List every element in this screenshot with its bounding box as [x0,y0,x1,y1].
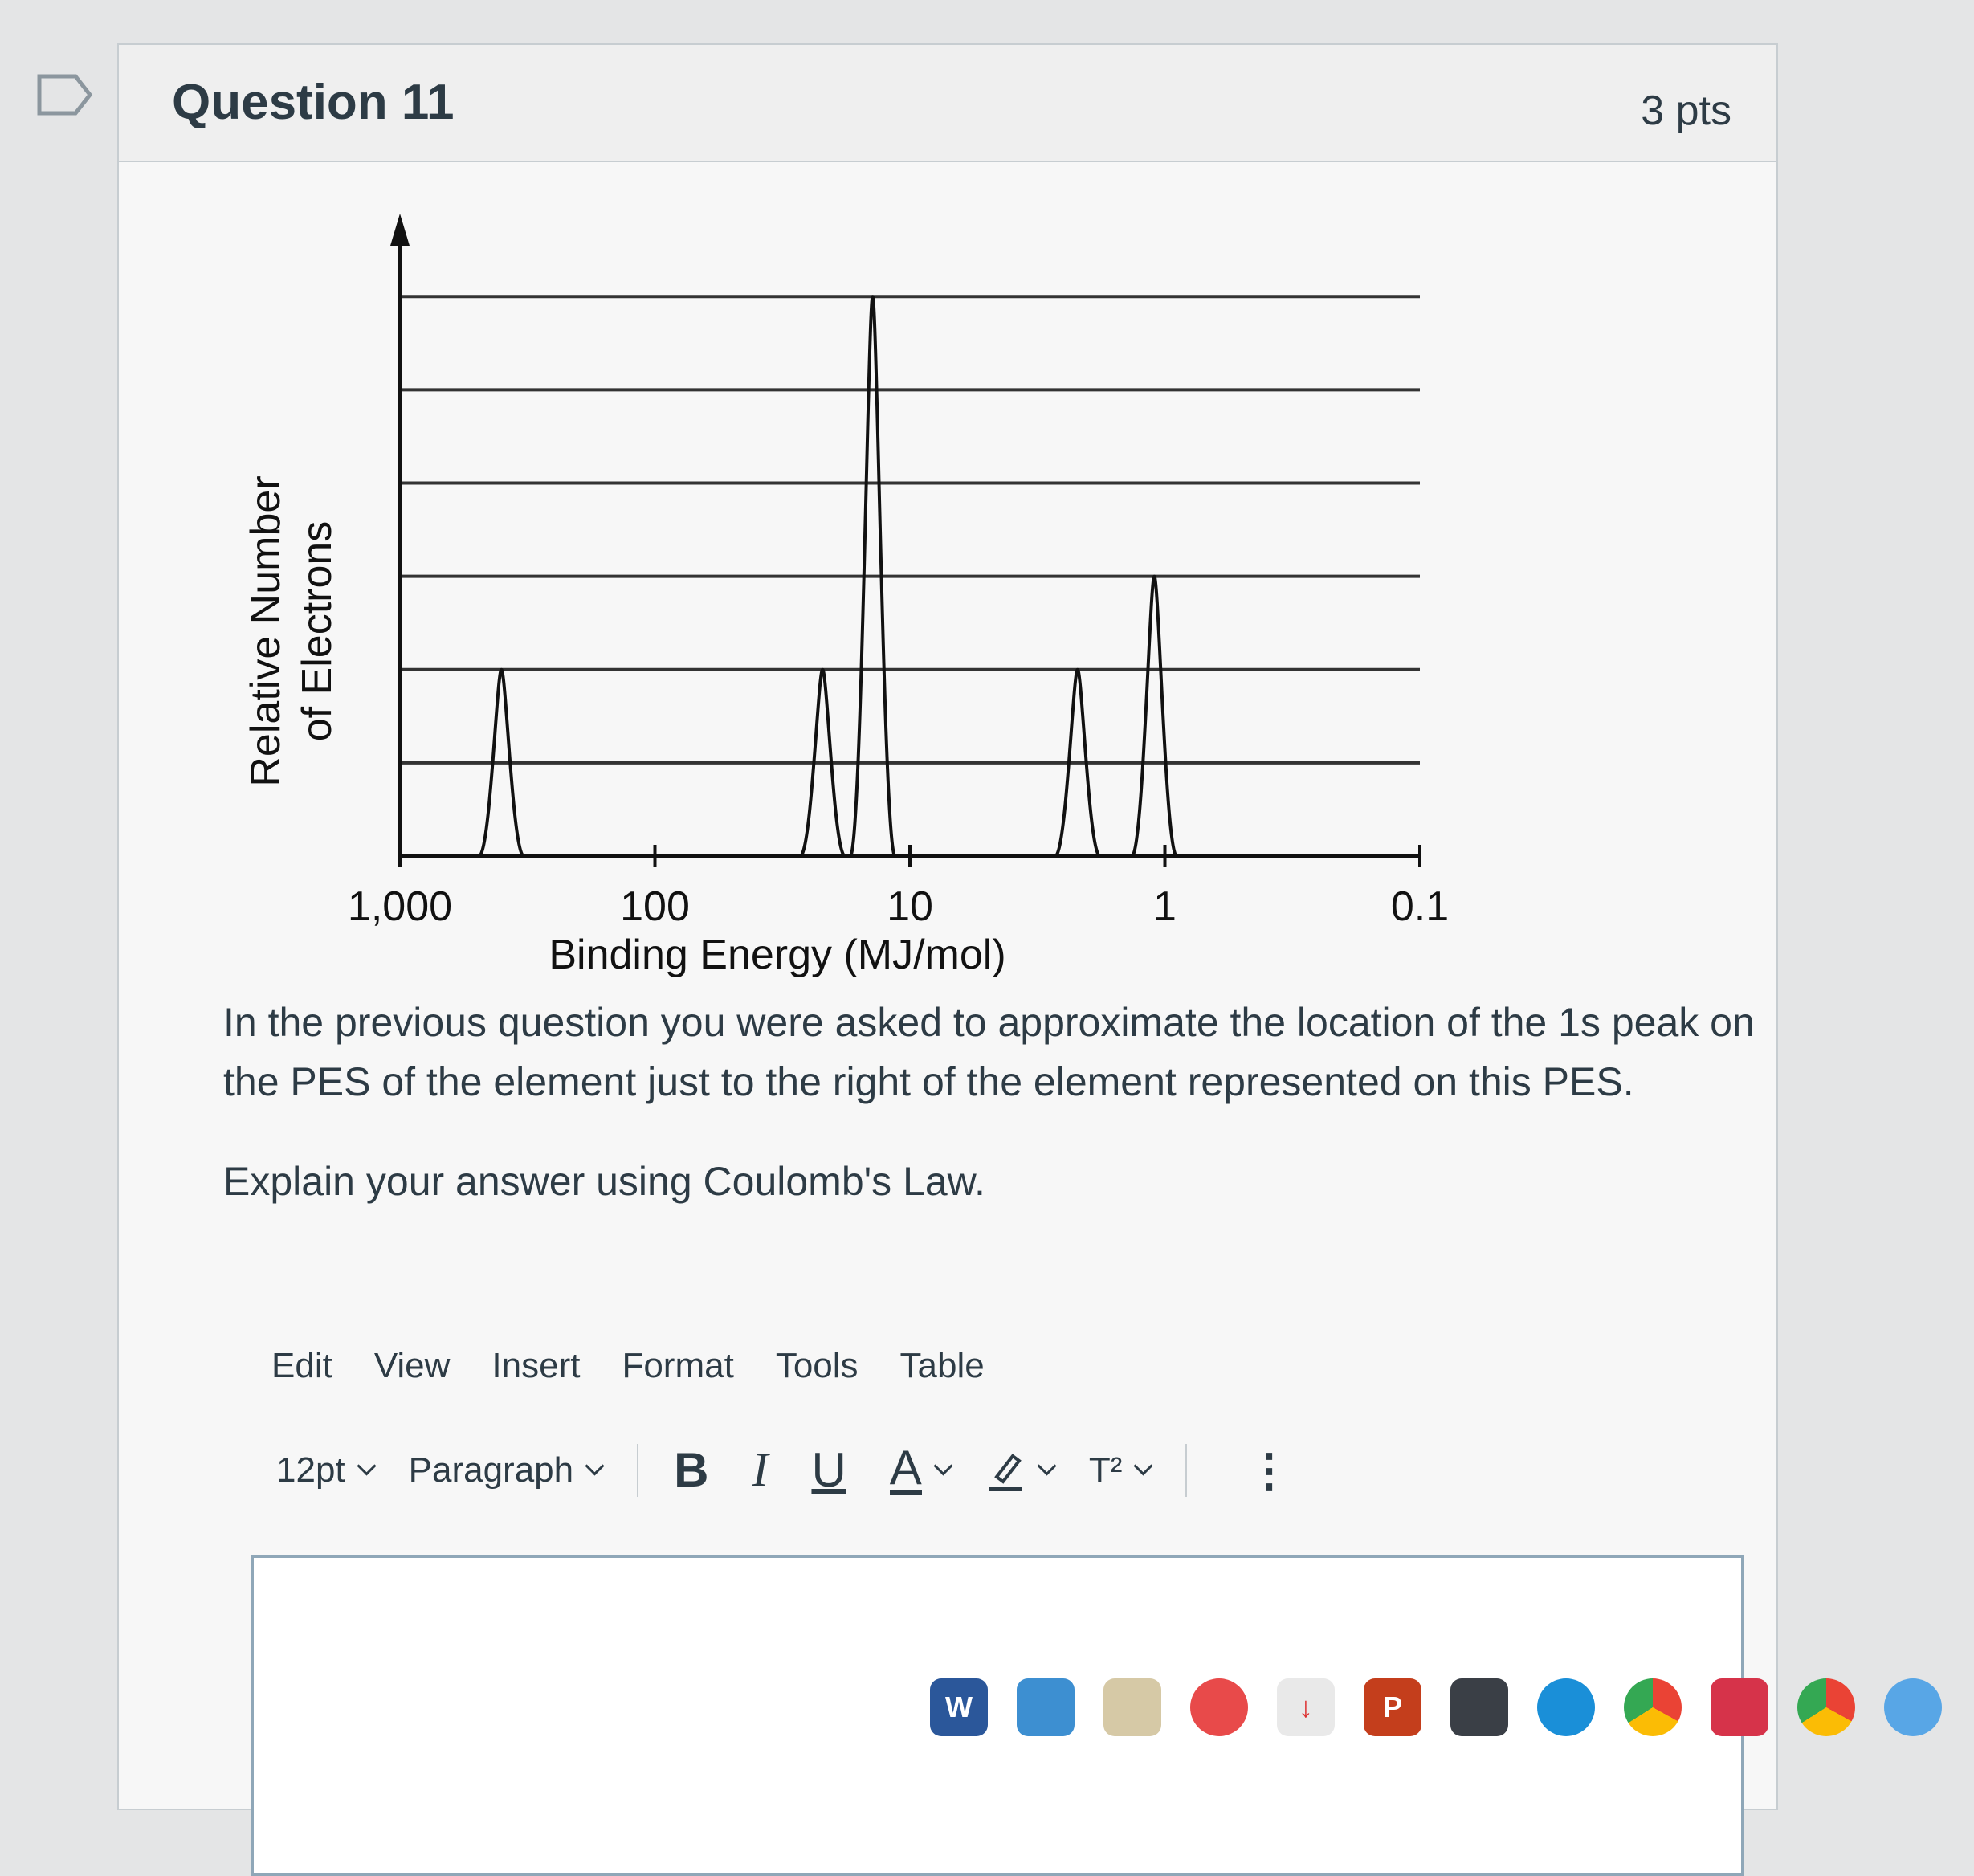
underline-button[interactable]: U [811,1443,846,1497]
menu-view[interactable]: View [373,1346,451,1385]
menu-format[interactable]: Format [622,1346,734,1385]
menu-table[interactable]: Table [899,1346,985,1385]
dictionary-icon[interactable] [1450,1678,1508,1736]
x-tick-label: 100 [620,883,690,930]
font-size-value: 12pt [276,1450,345,1490]
block-format-select[interactable] [409,1450,602,1491]
bookmark-icon[interactable] [37,74,93,116]
internet-explorer-icon[interactable] [1884,1678,1942,1736]
y-axis-label-line-2: of Electrons [294,520,341,742]
chevron-down-icon [933,1456,952,1475]
x-axis-label: Binding Energy (MJ/mol) [549,932,1006,978]
question-points: 3 pts [1641,88,1731,134]
highlight-color-button[interactable] [985,1448,1054,1493]
highlighter-icon [985,1448,1026,1493]
pes-chart [215,181,1580,985]
chevron-down-icon [357,1456,376,1475]
menu-edit[interactable]: Edit [271,1346,332,1385]
chevron-down-icon [585,1456,605,1475]
chevron-down-icon [1037,1456,1056,1475]
prompt-paragraph-2: Explain your answer using Coulomb's Law. [223,1159,985,1204]
question-prompt [223,993,1789,1251]
font-size-select[interactable] [276,1450,373,1491]
superscript-icon: T² [1088,1450,1123,1490]
question-title: Question 11 [172,75,455,130]
powerpoint-icon[interactable] [1364,1678,1421,1736]
text-color-button[interactable] [889,1440,950,1495]
y-axis-label-line-1: Relative Number [243,475,289,787]
word-icon[interactable] [930,1678,988,1736]
block-format-value: Paragraph [408,1450,574,1490]
superscript-button[interactable] [1089,1450,1151,1491]
prompt-paragraph-1: In the previous question you were asked to approximate the location of the 1s peak on the PES of the element just to the right of the element represented on this PES. [223,1000,1755,1104]
pes-peak [1132,577,1177,856]
toolbar-divider [637,1444,638,1497]
download-icon[interactable]: ↓ [1277,1678,1335,1736]
mascot-icon[interactable] [1103,1678,1161,1736]
editor-menubar [271,1346,985,1386]
camera-icon[interactable] [1190,1678,1248,1736]
bold-button[interactable]: B [674,1443,709,1497]
chrome-icon[interactable] [1797,1678,1855,1736]
taskbar [0,1654,1974,1760]
question-card [117,43,1778,1810]
app-icon[interactable] [1711,1678,1768,1736]
x-tick-label: 1 [1153,883,1177,930]
menu-tools[interactable]: Tools [775,1346,859,1385]
editor-toolbar [276,1442,1291,1498]
text-color-icon: A [889,1440,922,1495]
y-axis-arrow-icon [390,214,410,246]
x-tick-label: 10 [887,883,933,930]
question-header [119,45,1776,162]
menu-insert[interactable]: Insert [491,1346,581,1385]
app-icon[interactable] [1017,1678,1075,1736]
italic-button[interactable]: I [752,1443,769,1496]
chevron-down-icon [1134,1456,1153,1475]
x-tick-label: 0.1 [1390,883,1450,930]
word-icon-label: W [945,1690,973,1723]
chrome-icon[interactable] [1624,1678,1682,1736]
x-tick-label: 1,000 [347,883,453,930]
toolbar-divider [1185,1444,1187,1497]
more-options-icon[interactable]: ⋮ [1246,1444,1292,1495]
edge-icon[interactable] [1537,1678,1595,1736]
powerpoint-icon-label: P [1382,1690,1402,1723]
